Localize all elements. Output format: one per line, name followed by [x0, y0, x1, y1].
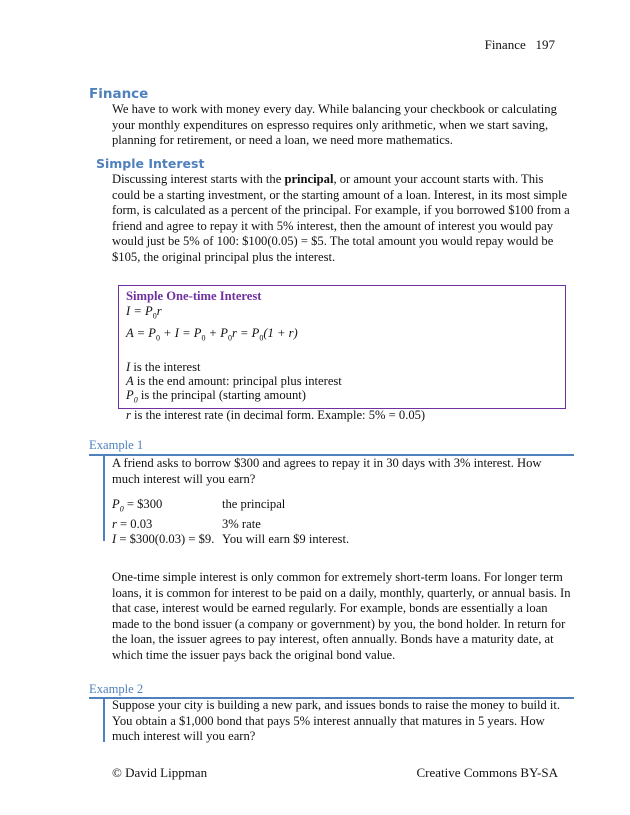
- bonds-paragraph: One-time simple interest is only common for extremely short-term loans. For longer term loans, it is common for interest to be paid on a daily, monthly, quarterly, or annual basis. In that case, interest would be earned regularly. For example, bonds are essentially a loan made to the bond issuer (a company or government) by you, the bond holder. In return for the loan, the issuer agrees to pay interest, often annually. Bonds have a maturity date, at which time the issuer pays back the original bond value.: [112, 570, 571, 662]
- example-1-question: A friend asks to borrow $300 and agrees to repay it in 30 days with 3% interest. How much interest will you earn?: [112, 456, 542, 486]
- example-1-bar: [103, 455, 105, 541]
- var-row-rate: r = 0.03 3% rate: [112, 517, 261, 532]
- def-principal: $P_0$ is the principal (starting amount): [126, 388, 306, 405]
- formula-interest: $I = P_0r$: [126, 304, 162, 321]
- intro-paragraph: We have to work with money every day. While balancing your checkbook or calculating your monthly expenditures on espresso requires only arithmetic, when we start saving, planning for retirement, or need a loan, we need more mathematics.: [112, 102, 557, 148]
- example-1-variables: [112, 497, 349, 546]
- def-interest: I is the interest: [126, 360, 201, 375]
- var-row-principal: $P_0$ = $300 the principal: [112, 497, 286, 514]
- var-row-interest: I = $300(0.03) = $9. You will earn $9 interest.: [112, 531, 350, 546]
- formula-amount: $A = P_0 + I = P_0 + P_0r = P_0(1 + r)$: [126, 325, 298, 343]
- def-amount: A is the end amount: principal plus interest: [126, 374, 342, 389]
- formula-box: [118, 285, 566, 422]
- example-2-bar: [103, 698, 105, 742]
- term-principal: principal: [284, 172, 334, 186]
- def-rate: r is the interest rate (in decimal form. Example: 5% = 0.05): [126, 407, 426, 422]
- example-1-label: Example 1: [89, 438, 144, 452]
- footer-author: © David Lippman: [112, 765, 208, 780]
- section-title: Finance: [89, 86, 149, 102]
- formula-definitions: [126, 360, 558, 422]
- formula-box-title: Simple One-time Interest: [126, 289, 262, 303]
- subsection-title: Simple Interest: [96, 156, 205, 171]
- footer-license: Creative Commons BY-SA: [416, 765, 558, 780]
- simple-interest-paragraph: [112, 172, 572, 266]
- para-text-1: Discussing interest starts with the: [112, 172, 285, 186]
- example-2-label: Example 2: [89, 682, 144, 696]
- para-text-2: , or amount your account starts with. This could be a starting investment, or the starting amount of a loan. Interest, in its most simple form, is calculated as a percent of the principal. For example, if you borrowed $100 from a friend and agree to repay it with 5% interest, then the amount of interest you would pay would just be 5% of 100: $100(0.05) = $5. The total amount you would repay would be $105, the original principal plus the interest.: [112, 172, 570, 264]
- example-2-question: Suppose your city is building a new park, and issues bonds to raise the money to build it. You obtain a $1,000 bond that pays 5% interest annually that matures in 5 years. How much interest will you earn?: [112, 698, 561, 744]
- page-header: Finance 197: [484, 37, 555, 52]
